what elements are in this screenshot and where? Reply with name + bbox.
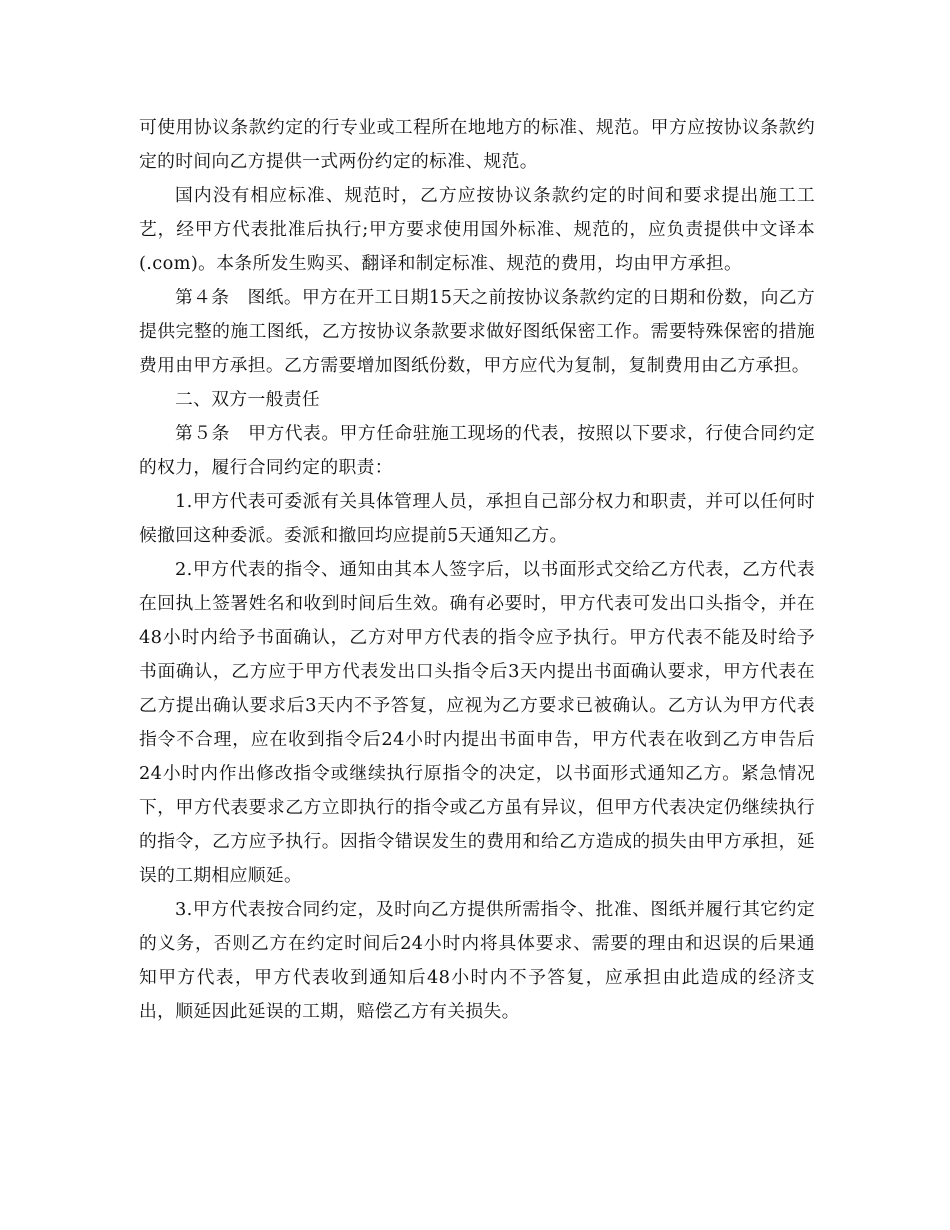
paragraph-foreign-standards: 国内没有相应标准、规范时，乙方应按协议条款约定的时间和要求提出施工工艺，经甲方代表批准后执行;甲方要求使用国外标准、规范的，应负责提供中文译本(.com)。本条所发生购买、翻译和制定标准、规范的费用，均由甲方承担。	[139, 185, 815, 274]
list-item-3-obligations: 3.甲方代表按合同约定，及时向乙方提供所需指令、批准、图纸并履行其它约定的义务，否则乙方在约定时间后24小时内将具体要求、需要的理由和迟误的后果通知甲方代表，甲方代表收到通知后48小时内不予答复，应承担由此造成的经济支出，顺延因此延误的工期，赔偿乙方有关损失。	[139, 899, 815, 1022]
list-item-1-delegation: 1.甲方代表可委派有关具体管理人员，承担自己部分权力和职责，并可以任何时候撤回这种委派。委派和撤回均应提前5天通知乙方。	[139, 491, 815, 546]
paragraph-article-5-representative: 第５条 甲方代表。甲方任命驻施工现场的代表，按照以下要求，行使合同约定的权力，履行合同约定的职责：	[139, 423, 815, 478]
list-item-2-instructions: 2.甲方代表的指令、通知由其本人签字后，以书面形式交给乙方代表，乙方代表在回执上签署姓名和收到时间后生效。确有必要时，甲方代表可发出口头指令，并在48小时内给予书面确认，乙方对甲方代表的指令应予执行。甲方代表不能及时给予书面确认，乙方应于甲方代表发出口头指令后3天内提出书面确认要求，甲方代表在乙方提出确认要求后3天内不予答复，应视为乙方要求已被确认。乙方认为甲方代表指令不合理，应在收到指令后24小时内提出书面申告，甲方代表在收到乙方申告后24小时内作出修改指令或继续执行原指令的决定，以书面形式通知乙方。紧急情况下，甲方代表要求乙方立即执行的指令或乙方虽有异议，但甲方代表决定仍继续执行的指令，乙方应予执行。因指令错误发生的费用和给乙方造成的损失由甲方承担，延误的工期相应顺延。	[139, 559, 815, 886]
section-heading-general-responsibilities: 二、双方一般责任	[175, 389, 321, 410]
document-page	[139, 111, 815, 1029]
paragraph-article-4-drawings: 第４条 图纸。甲方在开工日期15天之前按协议条款约定的日期和份数，向乙方提供完整的施工图纸，乙方按协议条款要求做好图纸保密工作。需要特殊保密的措施费用由甲方承担。乙方需要增加图纸份数，甲方应代为复制，复制费用由乙方承担。	[139, 287, 815, 376]
paragraph-standards-provision: 可使用协议条款约定的行专业或工程所在地地方的标准、规范。甲方应按协议条款约定的时间向乙方提供一式两份约定的标准、规范。	[139, 117, 815, 172]
